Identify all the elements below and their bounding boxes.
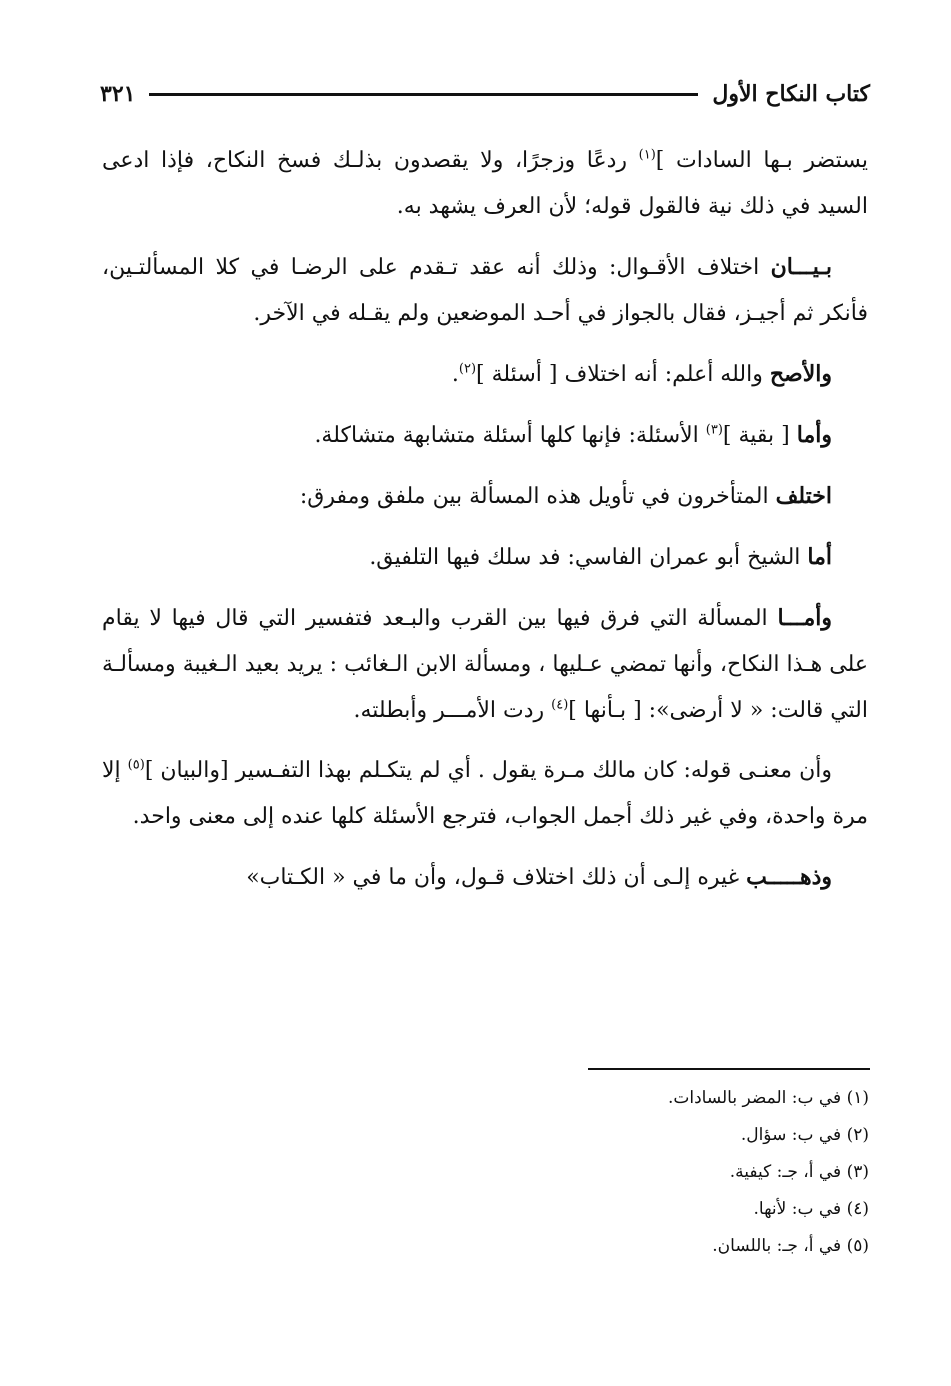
paragraph-text: المتأخرون في تأويل هذه المسألة بين ملفق ومفرق: <box>299 484 776 509</box>
paragraph-text: اختلاف الأقـوال: وذلك أنه عقد تـقدم على الرضـا في كلا المسألتـين، فأنكر ثم أجيـز، فقال بالجواز في أحـد الموضعين ولم يقـله في الآخر. <box>102 255 868 326</box>
lead-word: اختلف <box>775 483 832 509</box>
footnote-ref: (١) <box>638 147 656 163</box>
header-rule <box>149 93 698 96</box>
footnote-ref: (٤) <box>551 697 569 713</box>
paragraph-text: المسألة التي فرق فيها بين القرب والبـعد فتفسير التي قال فيها لا يقام على هـذا النكاح، وأنها تمضي عـليها ، ومسألة الابن الـغائب : يريد بعيد الـغيبة ومسألـة التي قالت: « لا أرضى»: [ بـأنها ] <box>102 606 868 723</box>
footnote-3: (٣) في أ، جـ: كيفية. <box>729 1162 869 1182</box>
paragraph-text: يستضر بـها السادات ] <box>655 148 868 173</box>
footnote-5: (٥) في أ، جـ: باللسان. <box>712 1236 869 1256</box>
paragraph-8 <box>102 748 868 840</box>
paragraph-3 <box>102 351 868 398</box>
footnote-1: (١) في ب: المضر بالسادات. <box>667 1088 869 1108</box>
paragraph-text: والله أعلم: أنه اختلاف [ أسئلة ] <box>476 362 770 387</box>
footnote-4: (٤) في ب: لأنها. <box>753 1199 869 1219</box>
chapter-title: كتاب النكاح الأول <box>712 81 870 107</box>
main-text <box>102 138 868 915</box>
footnote-ref: (٢) <box>458 361 477 377</box>
paragraph-5 <box>102 473 868 520</box>
paragraph-1 <box>102 138 868 230</box>
running-header <box>100 74 870 114</box>
paragraph-6 <box>102 534 868 581</box>
lead-word: والأصح <box>769 361 832 387</box>
page-number: ٣٢١ <box>100 81 136 107</box>
paragraph-text: . <box>451 362 459 387</box>
footnotes <box>369 1080 869 1265</box>
paragraph-text: ردعًا وزجرًا، ولا يقصدون بذلـك فسخ النكاح، فإذا ادعى السيد في ذلك نية فالقول قوله؛ لأن العرف يشهد به. <box>102 148 868 219</box>
paragraph-4 <box>102 412 868 459</box>
paragraph-2 <box>102 244 868 337</box>
paragraph-text: الشيخ أبو عمران الفاسي: فد سلك فيها التلفيق. <box>369 545 808 570</box>
lead-word: بـيـــان <box>770 254 832 280</box>
paragraph-7 <box>102 595 868 734</box>
paragraph-text: ردت الأمـــر وأبطلته. <box>353 698 552 723</box>
lead-word: وذهـــــب <box>746 864 832 890</box>
footnote-separator <box>588 1068 870 1070</box>
paragraph-text: [ بقية ] <box>722 423 797 448</box>
footnote-ref: (٥) <box>127 757 145 773</box>
paragraph-text: إلا مرة واحدة، وفي غير ذلك أجمل الجواب، فترجع الأسئلة كلها عنده إلى معنى واحد. <box>102 758 868 829</box>
paragraph-9 <box>102 854 868 901</box>
lead-word: وأما <box>796 422 832 448</box>
paragraph-text: غيره إلـى أن ذلك اختلاف قـول، وأن ما في « الكـتاب» <box>246 865 747 890</box>
lead-word: أما <box>807 544 832 570</box>
lead-word: وأمـــا <box>777 605 832 631</box>
footnote-ref: (٣) <box>705 422 723 438</box>
paragraph-text: وأن معنـى قوله: كان مالك مـرة يقول . أي لم يتكـلم بهذا التفـسير [والبيان ] <box>144 758 832 783</box>
paragraph-text: الأسئلة: فإنها كلها أسئلة متشابهة متشاكلة. <box>314 423 706 448</box>
footnote-2: (٢) في ب: سؤال. <box>740 1125 869 1145</box>
